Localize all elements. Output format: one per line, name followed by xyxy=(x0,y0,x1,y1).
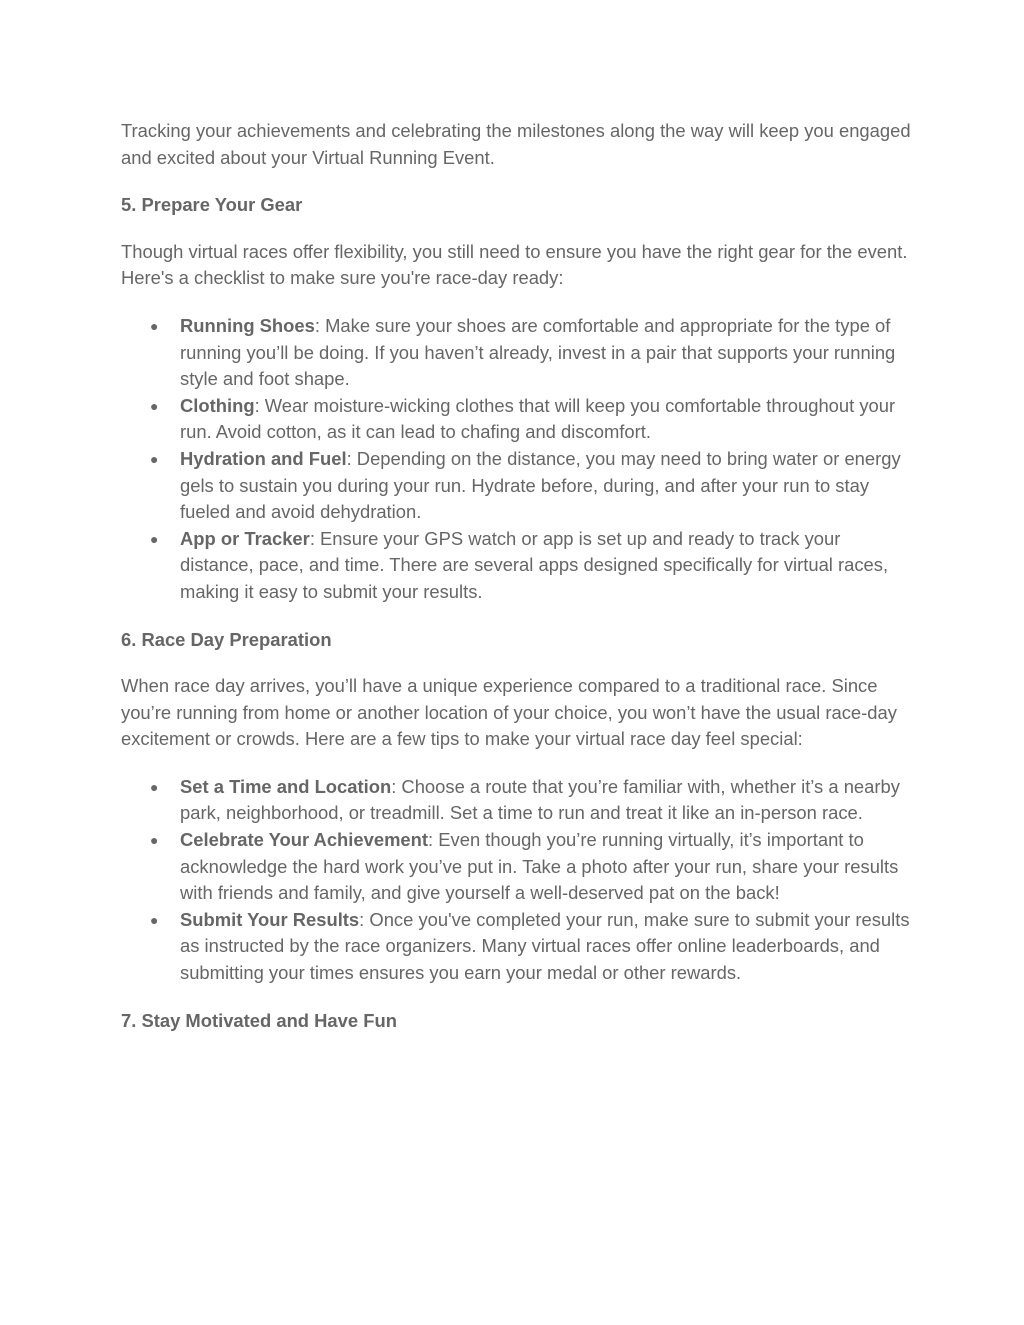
list-item-term: Submit Your Results xyxy=(180,908,360,930)
list-item-term: Celebrate Your Achievement xyxy=(180,829,429,851)
section-intro-race-day: When race day arrives, you’ll have a unique experience compared to a traditional race. Since you’re running from home or another location of your choice, you won’t have the usual race-day excitement or crowds. Here are a few tips to make your virtual race day feel special: xyxy=(121,675,897,750)
bullet-icon: ● xyxy=(150,397,159,414)
list-item xyxy=(121,393,911,446)
list-item-term: Set a Time and Location xyxy=(180,775,392,797)
list-item-text: : Depending on the distance, you may need to bring water or energy gels to sustain you during your run. Hydrate before, during, and after your run to stay fueled and avoid dehydration. xyxy=(180,447,901,523)
section-heading-race-day: 6. Race Day Preparation xyxy=(121,628,332,650)
list-item-text: : Choose a route that you’re familiar with, whether it’s a nearby park, neighborhood, or treadmill. Set a time to run and treat it like an in-person race. xyxy=(180,775,900,824)
bullet-icon: ● xyxy=(150,530,159,547)
list-item xyxy=(121,827,911,907)
list-item xyxy=(121,907,911,987)
intro-paragraph: Tracking your achievements and celebrating the milestones along the way will keep you engaged and excited about your Virtual Running Event. xyxy=(121,120,911,168)
section-heading-prepare-gear: 5. Prepare Your Gear xyxy=(121,194,303,216)
list-item-text: : Wear moisture-wicking clothes that will keep you comfortable throughout your run. Avoid cotton, as it can lead to chafing and discomfort. xyxy=(180,394,896,443)
bullet-icon: ● xyxy=(150,911,159,928)
bullet-icon: ● xyxy=(150,450,159,467)
list-item-text: : Ensure your GPS watch or app is set up and ready to track your distance, pace, and time. There are several apps designed specifically for virtual races, making it easy to submit your results. xyxy=(180,527,889,602)
list-item-text: : Even though you’re running virtually, it’s important to acknowledge the hard work you’ve put in. Take a photo after your run, share your results with friends and family, and give yourself a well-deserved pat on the back! xyxy=(180,829,899,904)
list-item-term: Clothing xyxy=(180,394,255,416)
list-item-term: Hydration and Fuel xyxy=(180,447,347,469)
section-intro-prepare-gear: Though virtual races offer flexibility, you still need to ensure you have the right gear for the event. Here's a checklist to make sure you're race-day ready: xyxy=(121,240,908,289)
list-item-text: : Once you've completed your run, make sure to submit your results as instructed by the race organizers. Many virtual races offer online leaderboards, and submitting your times ensures you earn your medal or other rewards. xyxy=(180,908,910,984)
list-item-term: App or Tracker xyxy=(180,527,310,549)
list-item-term: Running Shoes xyxy=(180,314,315,336)
list-item xyxy=(121,446,911,526)
list-item-text: : Make sure your shoes are comfortable and appropriate for the type of running you’ll be doing. If you haven’t already, invest in a pair that supports your running style and foot shape. xyxy=(180,314,896,390)
section-heading-stay-motivated: 7. Stay Motivated and Have Fun xyxy=(121,1009,397,1031)
list-item xyxy=(121,526,911,606)
bullet-icon: ● xyxy=(150,832,159,849)
list-item xyxy=(121,313,911,393)
bullet-icon: ● xyxy=(150,317,159,334)
bullet-icon: ● xyxy=(150,778,159,795)
document-page xyxy=(121,118,911,1054)
race-day-tips xyxy=(121,774,911,987)
gear-checklist xyxy=(121,313,911,606)
list-item xyxy=(121,774,911,827)
